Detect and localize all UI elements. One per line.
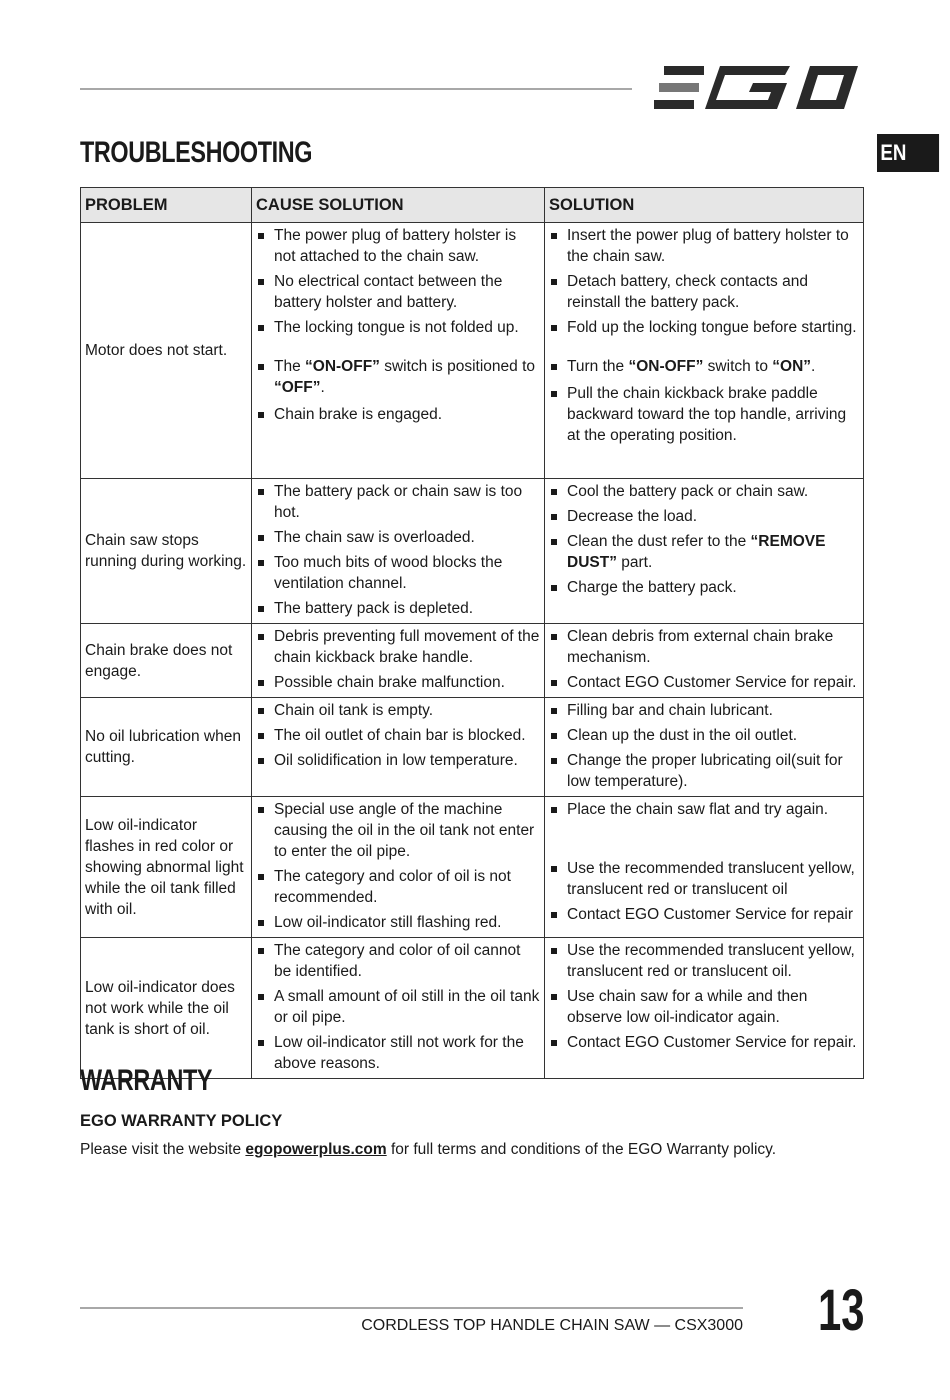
solution-item xyxy=(545,725,863,746)
item-text: Use the recommended translucent yellow, translucent red or translucent oil xyxy=(567,860,855,898)
item-text: part. xyxy=(616,554,653,571)
header-rule xyxy=(80,88,632,90)
item-text: Clean the dust refer to the xyxy=(567,533,751,550)
item-text: Fold up the locking tongue before starting. xyxy=(567,319,857,336)
cause-item xyxy=(252,404,544,425)
item-text: The category and color of oil is not recommended. xyxy=(274,868,511,906)
item-text: Possible chain brake malfunction. xyxy=(274,674,505,691)
solution-item xyxy=(545,577,863,598)
cause-cell xyxy=(252,624,545,698)
solution-item xyxy=(545,986,863,1028)
cause-item xyxy=(252,598,544,619)
troubleshooting-heading: TROUBLESHOOTING xyxy=(80,136,313,169)
problem-cell: Low oil-indicator flashes in red color or showing abnormal light while the oil tank filled with oil. xyxy=(81,797,252,938)
warranty-heading: WARRANTY xyxy=(80,1064,213,1097)
cause-item xyxy=(252,225,544,267)
warranty-policy-heading: EGO WARRANTY POLICY xyxy=(80,1112,283,1130)
cause-item xyxy=(252,527,544,548)
item-text: No electrical contact between the battery holster and battery. xyxy=(274,273,503,311)
solution-cell xyxy=(545,698,864,797)
cause-item xyxy=(252,912,544,933)
cause-cell xyxy=(252,698,545,797)
table-header-row xyxy=(81,188,864,223)
item-text: Clean debris from external chain brake mechanism. xyxy=(567,628,834,666)
cause-item xyxy=(252,750,544,771)
solution-item xyxy=(545,626,863,668)
cause-cell xyxy=(252,797,545,938)
item-text: Debris preventing full movement of the chain kickback brake handle. xyxy=(274,628,540,666)
problem-cell: Chain saw stops running during working. xyxy=(81,479,252,624)
item-text: The battery pack or chain saw is too hot. xyxy=(274,483,523,521)
column-header-cause: CAUSE SOLUTION xyxy=(252,188,545,223)
ego-logo xyxy=(650,62,862,114)
cause-item xyxy=(252,866,544,908)
cause-item xyxy=(252,271,544,313)
solution-item xyxy=(545,904,863,925)
item-text: “REMOVE DUST” xyxy=(567,533,826,571)
item-text: The chain saw is overloaded. xyxy=(274,529,475,546)
cause-item xyxy=(252,356,544,398)
footer-title: CORDLESS TOP HANDLE CHAIN SAW — CSX3000 xyxy=(361,1317,743,1334)
cause-item xyxy=(252,700,544,721)
item-text: Cool the battery pack or chain saw. xyxy=(567,483,809,500)
language-tab: EN xyxy=(877,134,939,172)
item-text: Chain oil tank is empty. xyxy=(274,702,434,719)
item-text: “ON-OFF” xyxy=(628,358,704,375)
cause-item xyxy=(252,626,544,668)
item-text: The locking tongue is not folded up. xyxy=(274,319,519,336)
solution-item xyxy=(545,506,863,527)
item-text: “ON” xyxy=(772,358,812,375)
item-text: Low oil-indicator still not work for the above reasons. xyxy=(274,1034,524,1072)
solution-item xyxy=(545,940,863,982)
item-text: “ON-OFF” xyxy=(305,358,380,375)
solution-item xyxy=(545,356,863,377)
solution-item xyxy=(545,672,863,693)
item-text: The category and color of oil cannot be identified. xyxy=(274,942,521,980)
solution-item xyxy=(545,225,863,267)
warranty-text-before: Please visit the website xyxy=(80,1141,246,1158)
table-row xyxy=(81,479,864,624)
item-text: Decrease the load. xyxy=(567,508,698,525)
solution-cell xyxy=(545,479,864,624)
item-text: Contact EGO Customer Service for repair xyxy=(567,906,853,923)
cause-item xyxy=(252,799,544,862)
solution-item xyxy=(545,1032,863,1053)
item-text: The power plug of battery holster is not attached to the chain saw. xyxy=(274,227,517,265)
cause-item xyxy=(252,940,544,982)
solution-item xyxy=(545,271,863,313)
item-text: Place the chain saw flat and try again. xyxy=(567,801,829,818)
cause-item xyxy=(252,1032,544,1074)
solution-cell xyxy=(545,797,864,938)
item-text: . xyxy=(320,379,325,396)
cause-cell xyxy=(252,479,545,624)
solution-cell xyxy=(545,624,864,698)
item-text: Oil solidification in low temperature. xyxy=(274,752,518,769)
website-link[interactable]: egopowerplus.com xyxy=(245,1141,387,1158)
solution-item xyxy=(545,858,863,900)
problem-cell: Chain brake does not engage. xyxy=(81,624,252,698)
item-text: Too much bits of wood blocks the ventilation channel. xyxy=(274,554,503,592)
solution-item xyxy=(545,700,863,721)
solution-item xyxy=(545,317,863,338)
cause-cell xyxy=(252,938,545,1079)
problem-cell: No oil lubrication when cutting. xyxy=(81,698,252,797)
solution-item xyxy=(545,531,863,573)
cause-item xyxy=(252,481,544,523)
item-text: Contact EGO Customer Service for repair. xyxy=(567,674,857,691)
solution-item xyxy=(545,481,863,502)
item-text: The battery pack is depleted. xyxy=(274,600,474,617)
warranty-text xyxy=(80,1141,776,1159)
item-text: switch is positioned to xyxy=(379,358,535,375)
solution-item xyxy=(545,799,863,820)
item-text: A small amount of oil still in the oil tank or oil pipe. xyxy=(274,988,540,1026)
problem-cell: Motor does not start. xyxy=(81,223,252,479)
cause-item xyxy=(252,672,544,693)
item-text: Filling bar and chain lubricant. xyxy=(567,702,773,719)
column-header-solution: SOLUTION xyxy=(545,188,864,223)
item-text: The xyxy=(274,358,306,375)
cause-item xyxy=(252,552,544,594)
table-row xyxy=(81,938,864,1079)
item-text: “OFF” xyxy=(274,379,321,396)
item-text: Chain brake is engaged. xyxy=(274,406,443,423)
table-row xyxy=(81,223,864,479)
cause-item xyxy=(252,986,544,1028)
page-number: 13 xyxy=(818,1278,865,1343)
cause-cell xyxy=(252,223,545,479)
item-text: switch to xyxy=(703,358,773,375)
solution-cell xyxy=(545,938,864,1079)
warranty-text-after: for full terms and conditions of the EGO Warranty policy. xyxy=(386,1141,777,1158)
cause-item xyxy=(252,725,544,746)
footer-rule xyxy=(80,1307,743,1309)
item-text: Special use angle of the machine causing the oil in the oil tank not enter to enter the oil pipe. xyxy=(274,801,535,860)
cause-item xyxy=(252,317,544,338)
solution-item xyxy=(545,383,863,446)
item-text: Change the proper lubricating oil(suit for low temperature). xyxy=(567,752,843,790)
solution-cell xyxy=(545,223,864,479)
item-text: Insert the power plug of battery holster to the chain saw. xyxy=(567,227,849,265)
item-text: Detach battery, check contacts and reinstall the battery pack. xyxy=(567,273,808,311)
item-text: Pull the chain kickback brake paddle backward toward the top handle, arriving at the operating position. xyxy=(567,385,847,444)
item-text: Turn the xyxy=(567,358,629,375)
item-text: Use the recommended translucent yellow, translucent red or translucent oil. xyxy=(567,942,855,980)
troubleshooting-table xyxy=(80,187,864,1079)
problem-cell: Low oil-indicator does not work while the oil tank is short of oil. xyxy=(81,938,252,1079)
item-text: Low oil-indicator still flashing red. xyxy=(274,914,502,931)
item-text: Charge the battery pack. xyxy=(567,579,737,596)
item-text: Contact EGO Customer Service for repair. xyxy=(567,1034,857,1051)
table-row xyxy=(81,797,864,938)
solution-item xyxy=(545,750,863,792)
item-text: The oil outlet of chain bar is blocked. xyxy=(274,727,526,744)
column-header-problem: PROBLEM xyxy=(81,188,252,223)
table-row xyxy=(81,624,864,698)
table-row xyxy=(81,698,864,797)
item-text: Use chain saw for a while and then observe low oil-indicator again. xyxy=(567,988,808,1026)
item-text: . xyxy=(811,358,816,375)
item-text: Clean up the dust in the oil outlet. xyxy=(567,727,798,744)
